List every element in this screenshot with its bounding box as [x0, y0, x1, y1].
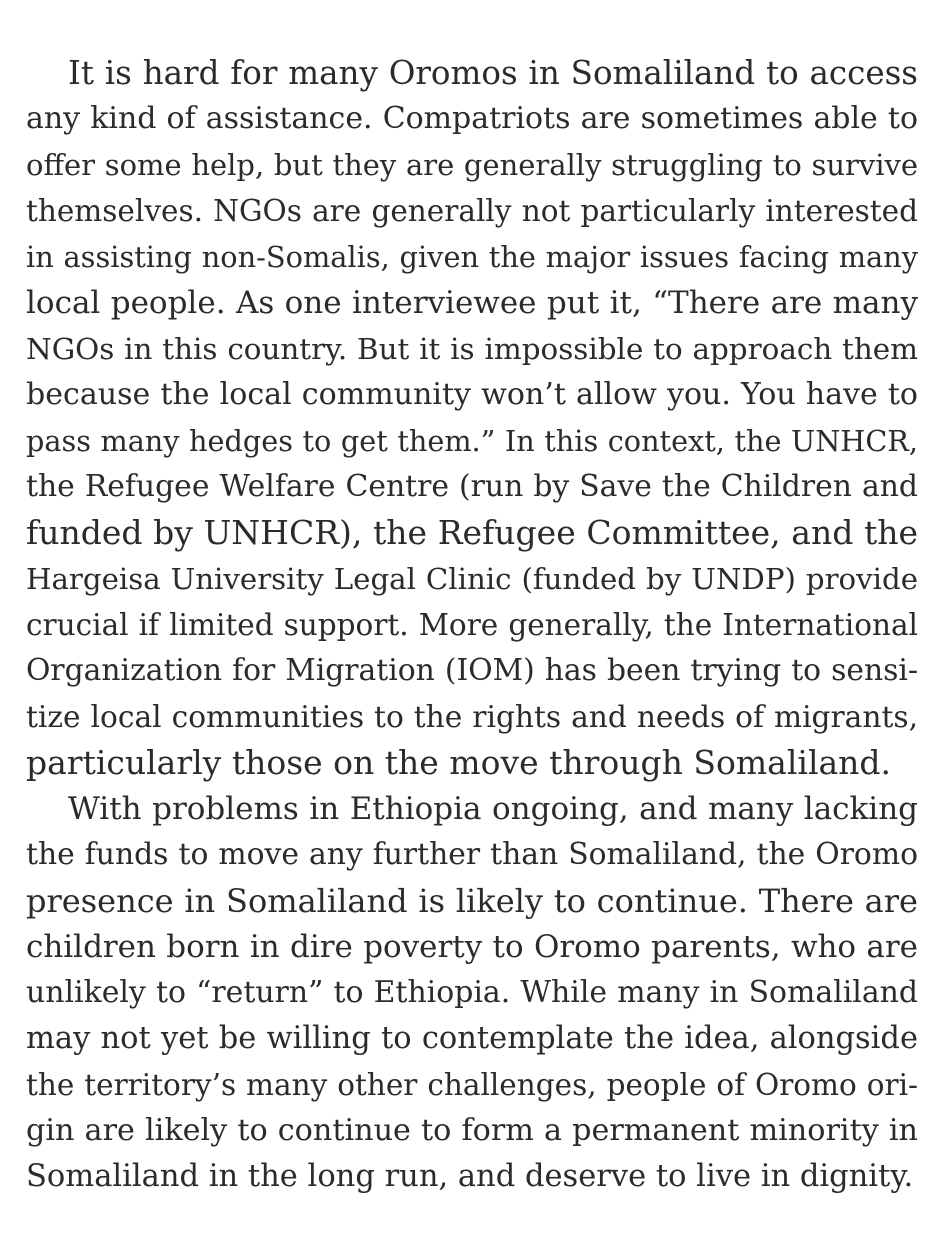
text-line: the funds to move any further than Somaliland, the Oromo — [26, 837, 918, 872]
text-line: offer some help, but they are generally struggling to survive — [26, 148, 918, 182]
text-line: NGOs in this country. But it is impossible to approach them — [26, 332, 918, 366]
text-line: may not yet be willing to contemplate the idea, alongside — [26, 1021, 918, 1056]
text-line: crucial if limited support. More generally, the International — [26, 608, 918, 642]
text-line: because the local community won’t allow you. You have to — [26, 377, 918, 412]
text-line: funded by UNHCR), the Refugee Committee, and the — [26, 513, 918, 552]
text-line: the Refugee Welfare Centre (run by Save the Children and — [26, 469, 918, 504]
paragraph-1 — [26, 50, 918, 786]
text-line: Organization for Migration (IOM) has been trying to sensi- — [26, 653, 918, 688]
text-line: unlikely to “return” to Ethiopia. While many in Somaliland — [26, 975, 918, 1010]
text-line: children born in dire poverty to Oromo parents, who are — [26, 929, 918, 965]
text-line: in assisting non-Somalis, given the major issues facing many — [26, 240, 918, 274]
page-body — [26, 50, 918, 1200]
text-line: any kind of assistance. Compatriots are sometimes able to — [26, 101, 918, 136]
text-line: particularly those on the move through Somaliland. — [26, 743, 892, 782]
text-line: tize local communities to the rights and needs of migrants, — [26, 699, 918, 734]
text-line: gin are likely to continue to form a permanent minority in — [26, 1113, 918, 1148]
text-line: local people. As one interviewee put it, “There are many — [26, 285, 918, 321]
text-line: the territory’s many other challenges, people of Oromo ori- — [26, 1068, 918, 1102]
paragraph-2 — [26, 786, 918, 1200]
text-line: themselves. NGOs are generally not particularly interested — [26, 194, 918, 228]
text-line: It is hard for many Oromos in Somaliland to access — [68, 54, 918, 92]
text-line: Hargeisa University Legal Clinic (funded by UNDP) provide — [26, 562, 918, 596]
text-line: Somaliland in the long run, and deserve to live in dignity. — [26, 1159, 914, 1194]
text-line: With problems in Ethiopia ongoing, and many lacking — [68, 791, 918, 827]
text-line: pass many hedges to get them.” In this context, the UNHCR, — [26, 424, 918, 458]
text-line: presence in Somaliland is likely to continue. There are — [26, 882, 918, 920]
